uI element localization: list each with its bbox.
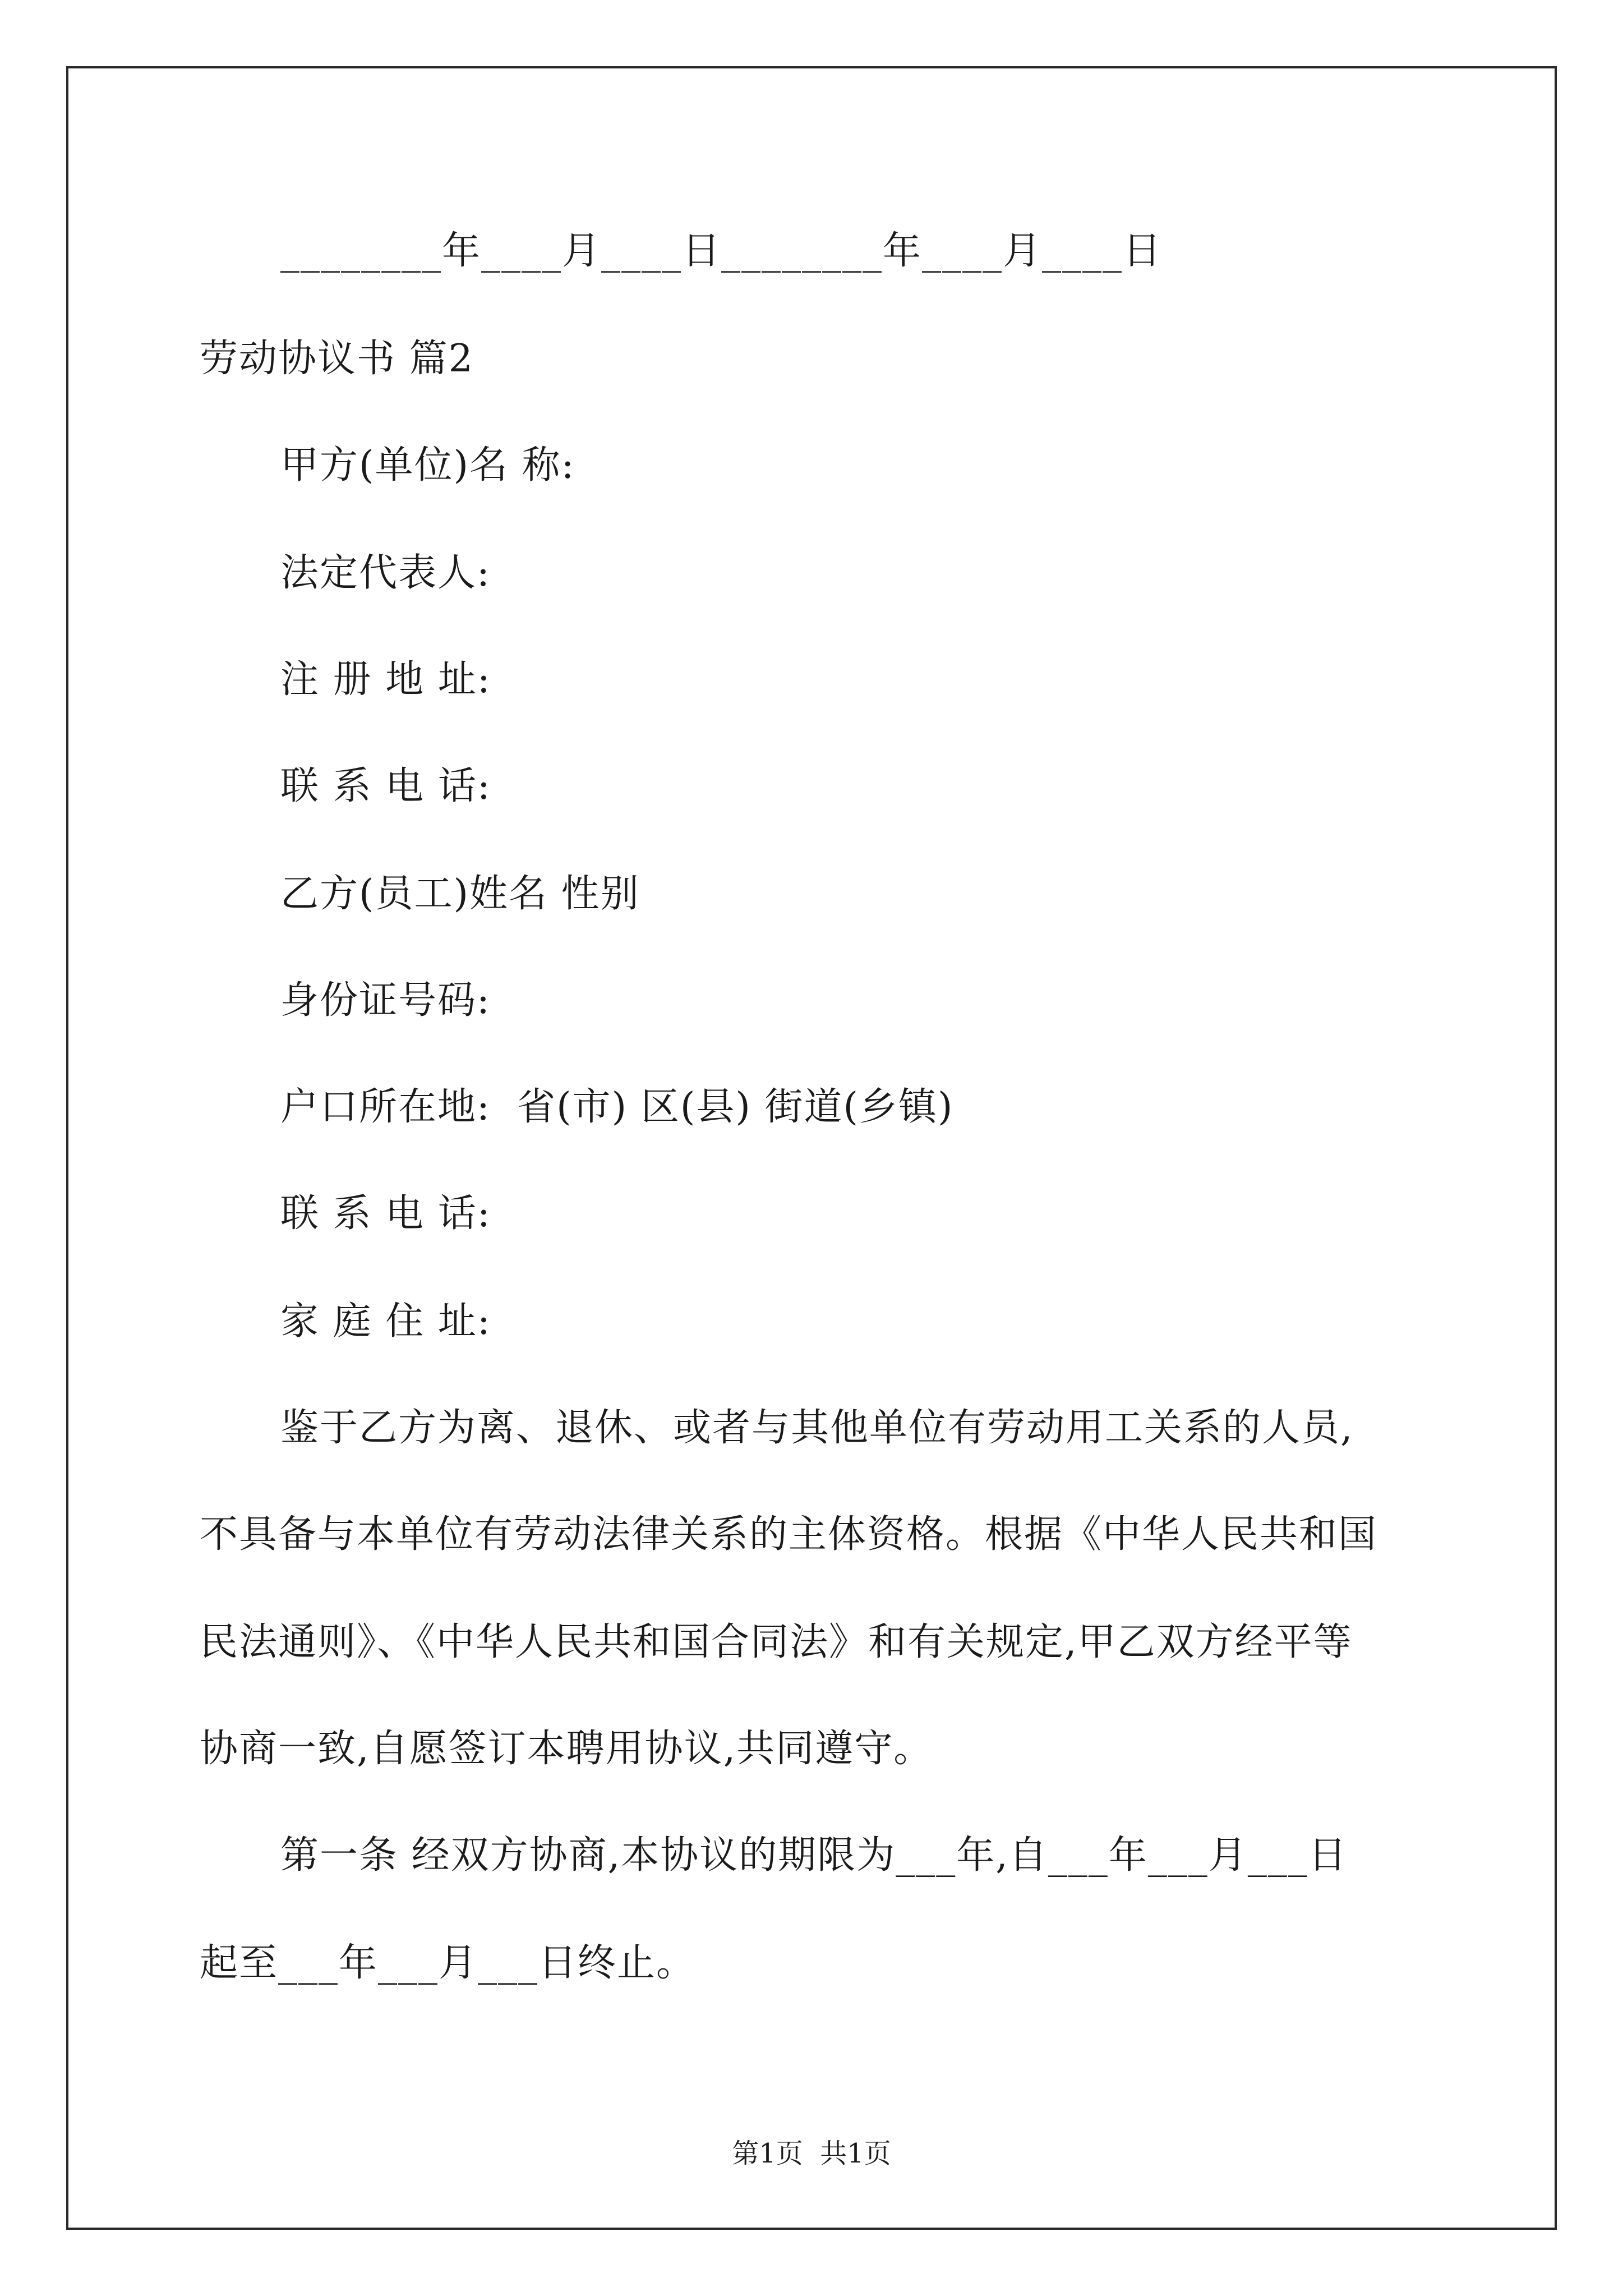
paragraph-line: 民法通则》、《中华人民共和国合同法》和有关规定,甲乙双方经平等 [200,1620,1353,1664]
field-party-b-name: 乙方(员工)姓名 性别 [280,872,640,916]
article-line: 第一条 经双方协商,本协议的期限为___年,自___年___月___日 [280,1833,1348,1878]
field-registered-address: 注 册 地 址: [280,657,491,702]
date-line: ________年____月____日________年____月____日 [280,229,1163,273]
field-id-number: 身份证号码: [280,978,491,1023]
field-party-a-name: 甲方(单位)名 称: [280,443,575,487]
paragraph-line: 协商一致,自愿签订本聘用协议,共同遵守。 [200,1727,933,1771]
paragraph-line: 鉴于乙方为离、退休、或者与其他单位有劳动用工关系的人员, [280,1406,1354,1450]
paragraph-line: 不具备与本单位有劳动法律关系的主体资格。根据《中华人民共和国 [200,1512,1378,1557]
section-title: 劳动协议书 篇2 [200,337,474,381]
page-footer: 第1页 共1页 [732,2138,891,2169]
page-border [66,66,1557,2230]
field-hukou: 户口所在地: 省(市) 区(县) 街道(乡镇) [280,1085,954,1129]
field-phone-a: 联 系 电 话: [280,764,491,808]
article-line: 起至___年___月___日终止。 [200,1941,696,1985]
field-phone-b: 联 系 电 话: [280,1191,491,1236]
field-legal-representative: 法定代表人: [280,551,491,595]
field-home-address: 家 庭 住 址: [280,1299,491,1343]
